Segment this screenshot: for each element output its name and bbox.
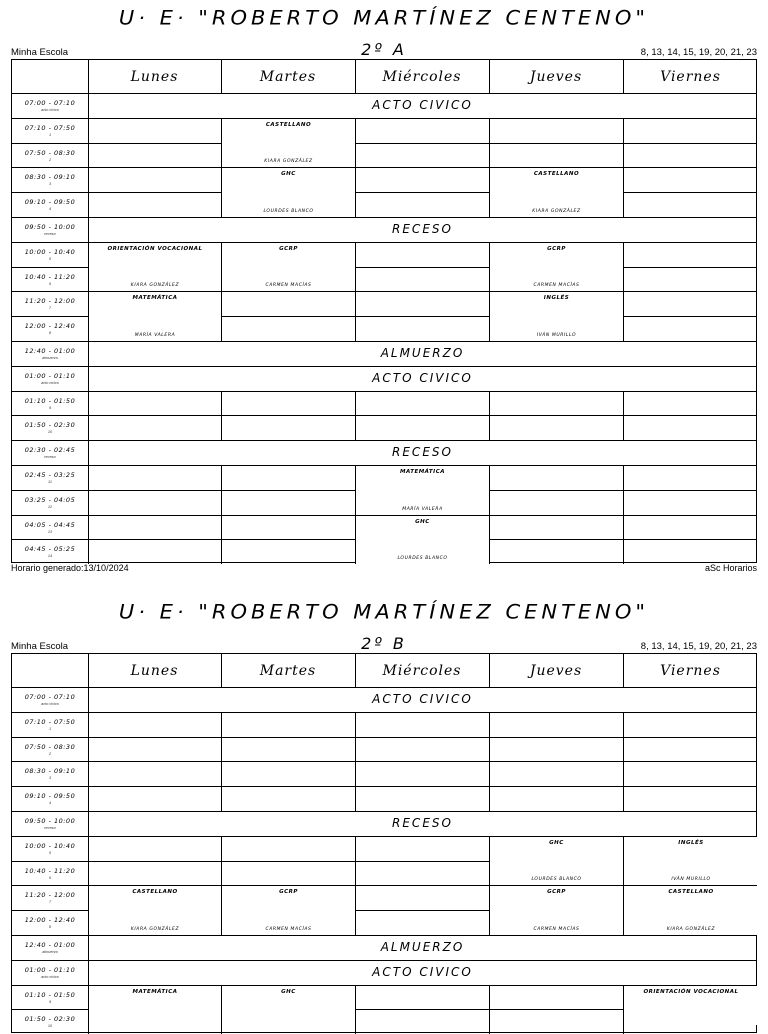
day-header: Miércoles [382,662,462,679]
period-time-cell [12,737,88,762]
period-number: 9 [48,405,52,410]
grid-row-line [12,737,756,738]
lesson-card[interactable] [490,243,623,292]
grid-row-line [12,143,756,144]
lesson-card[interactable] [89,292,221,341]
grid-row-line [12,415,756,416]
day-header: Viernes [660,662,721,679]
period-time-cell [12,910,88,935]
lesson-teacher: KIARA GONZÁLEZ [666,926,716,932]
lesson-card[interactable] [222,119,355,168]
lesson-card[interactable] [490,837,623,886]
lesson-subject: MATEMÁTICA [399,469,445,475]
period-number: 7 [48,306,52,311]
period-time: 09:10 - 09:50 [24,792,76,801]
generator-credit: aSc Horarios [704,563,757,573]
lesson-teacher: MARÍA VALERA [134,332,176,338]
break-band: ACTO CIVICO [89,961,756,985]
school-label: Minha Escola [11,47,69,58]
period-time: 09:10 - 09:50 [24,198,76,207]
period-time-cell [12,712,88,737]
grid-row-line [12,712,756,713]
period-time-cell [12,167,88,192]
period-number: almuerzo [42,950,58,954]
period-time-cell [12,217,88,242]
lesson-subject: GHC [415,518,430,525]
lesson-subject: GHC [281,988,296,995]
period-number: receso [44,455,56,460]
period-number: 8 [48,331,52,336]
period-time: 07:00 - 07:10 [24,99,76,107]
period-number: 3 [48,182,52,187]
grid-row-line [12,391,756,392]
day-header: Jueves [529,662,583,679]
break-band: RECESO [89,812,756,836]
class-title: 2º B [361,634,407,653]
period-time-cell [12,366,88,391]
period-time-cell [12,316,88,341]
period-number: 5 [48,850,52,855]
period-time: 01:50 - 02:30 [24,421,76,430]
period-time-cell [12,811,88,836]
period-number: 2 [48,751,52,756]
period-number: 9 [48,999,52,1004]
lesson-teacher: KIARA GONZÁLEZ [532,208,581,214]
grid-row-line [12,118,756,119]
lesson-card[interactable] [490,886,623,935]
break-band: ALMUERZO [89,936,756,960]
period-time: 10:40 - 11:20 [24,272,76,281]
day-header: Viernes [660,68,721,85]
grid-row-line [12,786,756,787]
period-number: acto civico [41,108,59,112]
period-time: 07:10 - 07:50 [24,123,76,132]
lesson-teacher: LOURDES BLANCO [397,556,448,562]
period-time: 12:00 - 12:40 [24,322,76,331]
period-time: 11:20 - 12:00 [24,891,76,900]
period-time-cell [12,885,88,910]
day-header: Martes [259,68,317,85]
period-time: 02:30 - 02:45 [24,446,76,455]
break-band: ALMUERZO [89,342,756,366]
period-time: 10:00 - 10:40 [24,841,76,850]
lesson-subject: CASTELLANO [533,171,580,178]
day-header: Miércoles [382,68,462,85]
lesson-subject: INGLÉS [678,839,704,846]
grid-row-line [12,761,756,762]
timetable-grid [11,653,757,1033]
period-number: 11 [48,480,52,484]
school-title: U· E· "ROBERTO MARTÍNEZ CENTENO" [118,600,650,624]
lesson-subject: GCRP [279,245,298,252]
period-number: 1 [48,132,52,137]
day-header: Lunes [130,68,179,85]
period-number: 6 [48,875,52,880]
period-time-cell [12,786,88,811]
lesson-subject: CASTELLANO [132,889,178,896]
period-time: 09:50 - 10:00 [24,223,76,231]
period-time: 01:10 - 01:50 [24,396,76,405]
lesson-card[interactable] [490,168,623,217]
lesson-subject: CASTELLANO [668,889,714,896]
lesson-subject: ORIENTACIÓN VOCACIONAL [643,988,739,995]
period-time-cell [12,267,88,292]
period-time: 10:40 - 11:20 [24,866,76,875]
period-number: receso [44,232,56,236]
period-number: acto civico [41,974,59,979]
period-number: receso [44,826,56,830]
lesson-teacher: CARMEN MACÍAS [265,926,312,932]
timetable-grid [11,59,757,563]
period-time-cell [12,836,88,861]
lesson-card[interactable] [624,837,758,886]
class-title: 2º A [361,40,407,59]
lesson-card[interactable] [222,168,355,217]
period-time-cell [12,242,88,267]
period-time: 01:00 - 01:10 [24,371,76,380]
lesson-subject: GCRP [547,889,566,896]
period-time-cell [12,539,88,564]
period-number: 13 [47,529,53,534]
period-time-cell [12,861,88,886]
day-header: Martes [259,662,317,679]
lesson-teacher: IVÁN MURILLO [536,332,577,338]
period-number: almuerzo [42,356,58,360]
period-time: 08:30 - 09:10 [24,173,76,182]
period-time: 03:25 - 04:05 [24,495,76,504]
period-time-cell [12,440,88,465]
period-time: 07:50 - 08:30 [24,148,76,157]
break-band: ACTO CIVICO [89,94,756,118]
lesson-subject: GCRP [279,889,298,896]
lesson-card[interactable] [222,986,355,1025]
period-time-cell [12,1009,88,1034]
period-number: 7 [48,900,52,905]
lesson-subject: GHC [549,839,564,846]
break-band: ACTO CIVICO [89,688,756,712]
lesson-subject: MATEMÁTICA [132,988,178,995]
lesson-subject: CASTELLANO [265,121,312,128]
period-number: 10 [47,1024,53,1029]
period-number: 6 [48,281,52,286]
break-band: RECESO [89,218,756,242]
lesson-card[interactable] [222,886,355,935]
period-time-cell [12,143,88,168]
lesson-teacher: IVÁN MURILLO [671,877,711,883]
period-time: 07:50 - 08:30 [24,742,76,751]
lesson-subject: GCRP [547,245,566,252]
period-number: 8 [48,925,52,930]
break-band: RECESO [89,441,756,465]
day-header: Lunes [130,662,179,679]
period-time-cell [12,761,88,786]
period-number: acto civico [41,702,59,706]
lesson-teacher: CARMEN MACÍAS [265,283,312,289]
period-time: 07:00 - 07:10 [24,693,76,701]
period-time-cell [12,93,88,118]
period-number: 4 [48,801,52,806]
period-time-cell [12,960,88,985]
lesson-card[interactable] [89,886,221,935]
lesson-card[interactable] [356,466,489,515]
period-time: 04:45 - 05:25 [24,545,76,554]
grid-row-line [12,167,756,168]
lesson-teacher: LOURDES BLANCO [263,208,314,214]
period-time-cell [12,515,88,540]
lesson-teacher: MARÍA VALERA [402,506,443,512]
lesson-card[interactable] [222,243,355,292]
school-label: Minha Escola [11,641,69,652]
break-band: ACTO CIVICO [89,367,756,391]
period-time-cell [12,341,88,366]
period-time-cell [12,687,88,712]
lesson-subject: ORIENTACIÓN VOCACIONAL [107,245,203,252]
period-time-cell [12,490,88,515]
lesson-card[interactable] [624,986,758,1025]
lesson-card[interactable] [490,292,623,341]
period-number: 3 [48,776,52,781]
timetable-sheet [11,594,757,1029]
period-number: 10 [47,430,53,435]
period-time: 01:50 - 02:30 [24,1015,76,1024]
period-time: 12:40 - 01:00 [24,347,76,355]
period-time: 10:00 - 10:40 [24,247,76,256]
lesson-card[interactable] [356,516,489,565]
period-number: 12 [47,504,53,509]
meta-row [11,634,757,653]
lesson-card[interactable] [89,986,221,1025]
meta-row [11,40,757,59]
lesson-subject: MATEMÁTICA [132,295,178,302]
period-time-cell [12,985,88,1010]
lesson-teacher: KIARA GONZÁLEZ [264,159,313,165]
period-time: 07:10 - 07:50 [24,717,76,726]
grid-row-line [12,192,756,193]
period-time-cell [12,192,88,217]
period-number: 2 [48,157,52,162]
weeks-label: 8, 13, 14, 15, 19, 20, 21, 23 [640,47,757,58]
grid-divider [623,60,624,564]
weeks-label: 8, 13, 14, 15, 19, 20, 21, 23 [640,641,757,652]
period-number: 14 [47,554,53,559]
period-number: 1 [48,726,52,731]
lesson-teacher: KIARA GONZÁLEZ [130,926,180,932]
period-time-cell [12,291,88,316]
lesson-teacher: CARMEN MACÍAS [533,283,580,289]
period-time: 08:30 - 09:10 [24,767,76,776]
lesson-subject: GHC [281,171,296,178]
period-time-cell [12,118,88,143]
period-time: 04:05 - 04:45 [24,520,76,529]
generated-date: Horario generado:13/10/2024 [11,563,129,573]
period-time: 01:10 - 01:50 [24,990,76,999]
lesson-teacher: LOURDES BLANCO [531,877,582,883]
lesson-card[interactable] [624,886,758,935]
period-time-cell [12,935,88,960]
period-time: 09:50 - 10:00 [24,817,76,825]
lesson-teacher: CARMEN MACÍAS [533,926,580,932]
period-time-cell [12,415,88,440]
period-time: 12:40 - 01:00 [24,941,76,949]
school-title: U· E· "ROBERTO MARTÍNEZ CENTENO" [118,6,650,30]
period-time: 12:00 - 12:40 [24,916,76,925]
lesson-teacher: KIARA GONZÁLEZ [130,283,180,289]
period-number: 5 [48,256,52,261]
day-header: Jueves [529,68,583,85]
lesson-subject: INGLÉS [543,295,570,302]
period-number: 4 [48,207,52,212]
period-time-cell [12,391,88,416]
period-time: 01:00 - 01:10 [24,965,76,974]
lesson-card[interactable] [89,243,221,292]
period-time: 11:20 - 12:00 [24,297,76,306]
period-time-cell [12,465,88,490]
period-time: 02:45 - 03:25 [24,471,76,479]
period-number: acto civico [41,380,59,385]
